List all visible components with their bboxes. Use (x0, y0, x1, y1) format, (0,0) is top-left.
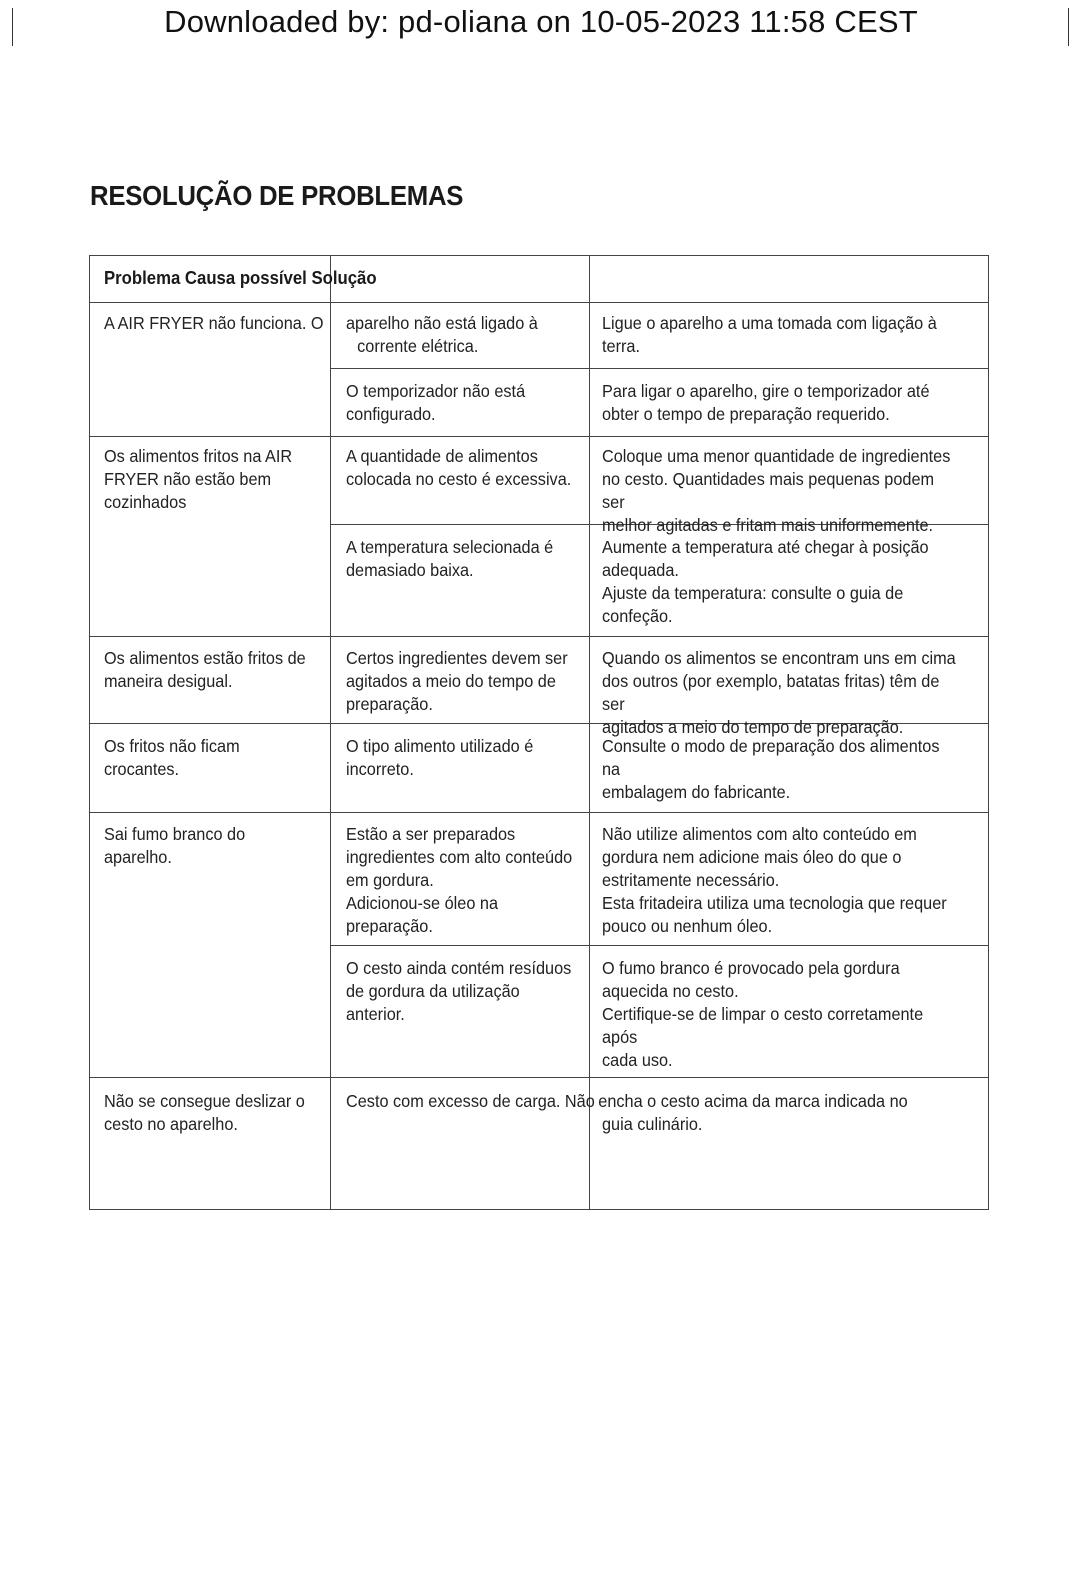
cause-cell: O cesto ainda contém resíduos de gordura da utilização anterior. (346, 958, 572, 1024)
cause-cell: A quantidade de alimentos colocada no cesto é excessiva. (346, 446, 572, 489)
row-divider (90, 636, 988, 637)
row-divider (90, 302, 988, 303)
cause-cell: Estão a ser preparados ingredientes com alto conteúdo em gordura. Adicionou-se óleo na preparação. (346, 824, 573, 936)
table-header: Problema Causa possível Solução (104, 268, 377, 288)
solution-cell: O fumo branco é provocado pela gordura aquecida no cesto. Certifique-se de limpar o cesto corretamente após cada uso. (602, 958, 924, 1070)
cause-cell: O tipo alimento utilizado é incorreto. (346, 736, 534, 779)
problem-cell: Não se consegue deslizar o cesto no aparelho. (104, 1091, 305, 1134)
download-watermark: Downloaded by: pd-oliana on 10-05-2023 11:58 CEST (164, 4, 918, 39)
cause-cell: aparelho não está ligado à corrente elétrica. (346, 313, 538, 356)
row-divider (90, 436, 988, 437)
row-divider (90, 812, 988, 813)
sub-row-divider (330, 945, 988, 946)
cause-cell: A temperatura selecionada é demasiado baixa. (346, 537, 554, 580)
solution-cell: Quando os alimentos se encontram uns em cima dos outros (por exemplo, batatas fritas) têm de ser agitados a meio do tempo de preparação. (602, 648, 956, 737)
cause-cell: Certos ingredientes devem ser agitados a meio do tempo de preparação. (346, 648, 568, 714)
cause-cell: O temporizador não está configurado. (346, 381, 526, 424)
solution-cell: Coloque uma menor quantidade de ingredientes no cesto. Quantidades mais pequenas podem ser melhor agitadas e fritam mais uniformemente. (602, 446, 951, 535)
column-divider-2 (589, 256, 590, 1209)
solution-cell: Aumente a temperatura até chegar à posição adequada. Ajuste da temperatura: consulte o guia de confeção. (602, 537, 929, 626)
problem-cell: Os alimentos fritos na AIR FRYER não estão bem cozinhados (104, 446, 293, 512)
problem-cell: Sai fumo branco do aparelho. (104, 824, 246, 867)
solution-cell: Ligue o aparelho a uma tomada com ligação à terra. (602, 313, 937, 356)
page-title: RESOLUÇÃO DE PROBLEMAS (90, 180, 464, 211)
problem-cell: A AIR FRYER não funciona. O (104, 313, 324, 333)
solution-cell: Não utilize alimentos com alto conteúdo em gordura nem adicione mais óleo do que o estritamente necessário. Esta fritadeira utiliza uma tecnologia que requer pouco ou nenhum óleo. (602, 824, 947, 936)
solution-cell: Para ligar o aparelho, gire o temporizador até obter o tempo de preparação requerido. (602, 381, 930, 424)
troubleshooting-table (89, 255, 989, 1210)
row-divider (90, 1077, 988, 1078)
sub-row-divider (330, 368, 988, 369)
problem-cell: Os alimentos estão fritos de maneira desigual. (104, 648, 306, 691)
cause-cell: Cesto com excesso de carga. Não (346, 1091, 595, 1111)
problem-cell: Os fritos não ficam crocantes. (104, 736, 240, 779)
solution-cell: encha o cesto acima da marca indicada no guia culinário. (598, 1091, 908, 1134)
solution-cell: Consulte o modo de preparação dos alimentos na embalagem do fabricante. (602, 736, 940, 802)
column-divider-1 (330, 256, 331, 1209)
